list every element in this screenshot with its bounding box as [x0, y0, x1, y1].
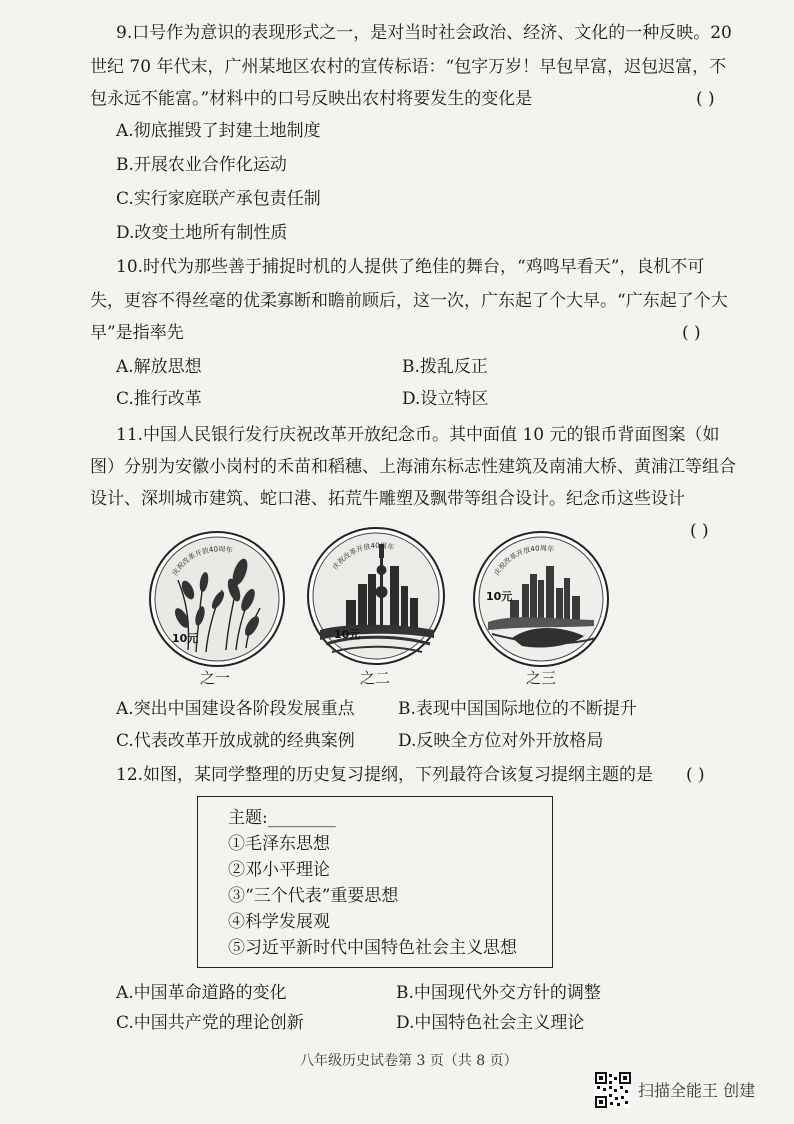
- q11-option-d: D.反映全方位对外开放格局: [398, 731, 604, 751]
- coin-2-face-value: 10元: [334, 628, 361, 641]
- coin-1-image: [148, 530, 286, 668]
- q10-stem-line-3: 早”是指率先: [90, 323, 184, 343]
- q12-option-a: A.中国革命道路的变化: [116, 983, 287, 1003]
- outline-item: ②邓小平理论: [228, 860, 330, 880]
- q9-option-c: C.实行家庭联产承包责任制: [116, 189, 321, 209]
- q9-option-a: A.彻底摧毁了封建土地制度: [116, 121, 321, 141]
- scanner-watermark-label: 扫描全能王 创建: [638, 1081, 756, 1100]
- q12-option-b: B.中国现代外交方针的调整: [396, 983, 601, 1003]
- q11-stem-line-3: 设计、深圳城市建筑、蛇口港、拓荒牛雕塑及飘带等组合设计。纪念币这些设计: [90, 489, 685, 509]
- q11-option-a: A.突出中国建设各阶段发展重点: [116, 699, 355, 719]
- q9-answer-paren: ( ): [696, 89, 715, 109]
- coin-1-caption: 之一: [200, 669, 231, 687]
- q9-option-b: B.开展农业合作化运动: [116, 155, 287, 175]
- q9-stem-line-1: 9.口号作为意识的表现形式之一，是对当时社会政治、经济、文化的一种反映。20: [116, 23, 732, 43]
- outline-item: ⑤习近平新时代中国特色社会主义思想: [228, 938, 517, 958]
- coin-3-face-value: 10元: [486, 590, 513, 603]
- q11-stem-line-1: 11.中国人民银行发行庆祝改革开放纪念币。其中面值 10 元的银币背面图案（如: [116, 425, 720, 445]
- coin-1-face-value: 10元: [172, 632, 199, 645]
- outline-item: ④科学发展观: [228, 912, 330, 932]
- q12-option-d: D.中国特色社会主义理论: [396, 1013, 585, 1033]
- q11-option-c: C.代表改革开放成就的经典案例: [116, 731, 355, 751]
- coin-3-image: [472, 530, 610, 668]
- outline-item: ①毛泽东思想: [228, 834, 330, 854]
- outline-item: ③“三个代表”重要思想: [228, 886, 399, 906]
- coin-3-ring-text: 庆祝改革开放40周年: [492, 544, 555, 578]
- coin-2-image: [306, 526, 446, 666]
- q11-stem-line-2: 图）分别为安徽小岗村的禾苗和稻穗、上海浦东标志性建筑及南浦大桥、黄浦江等组合: [90, 457, 736, 477]
- q10-option-d: D.设立特区: [402, 389, 489, 409]
- coin-2-caption: 之二: [360, 669, 391, 687]
- coin-3-caption: 之三: [526, 669, 557, 687]
- q10-option-a: A.解放思想: [116, 357, 202, 377]
- q10-stem-line-1: 10.时代为那些善于捕捉时机的人提供了绝佳的舞台，“鸡鸣早看天”，良机不可: [116, 257, 705, 277]
- q11-answer-paren: ( ): [690, 521, 709, 541]
- coin-2-ring-text: 庆祝改革开放40周年: [331, 541, 395, 572]
- coin-1-ring-text: 庆祝改革开放40周年: [170, 545, 234, 578]
- bleed-through-text: [560, 150, 605, 171]
- q12-answer-paren: ( ): [686, 765, 705, 785]
- q12-stem-line-1: 12.如图，某同学整理的历史复习提纲，下列最符合该复习提纲主题的是: [116, 765, 654, 785]
- outline-title: 主题:________: [228, 808, 336, 828]
- q11-option-b: B.表现中国国际地位的不断提升: [398, 699, 637, 719]
- q10-option-c: C.推行改革: [116, 389, 202, 409]
- q9-stem-line-3: 包永远不能富。”材料中的口号反映出农村将要发生的变化是: [90, 89, 533, 109]
- q9-stem-line-2: 世纪 70 年代末，广州某地区农村的宣传标语：“包字万岁！早包早富，迟包迟富，不: [90, 57, 727, 77]
- review-outline-box: [197, 796, 553, 968]
- q12-option-c: C.中国共产党的理论创新: [116, 1013, 304, 1033]
- q10-answer-paren: ( ): [682, 323, 701, 343]
- page-footer: 八年级历史试卷第 3 页（共 8 页）: [300, 1053, 518, 1069]
- q10-option-b: B.拨乱反正: [402, 357, 488, 377]
- q10-stem-line-2: 失，更容不得丝毫的优柔寡断和瞻前顾后，这一次，广东起了个大早。“广东起了个大: [90, 291, 728, 311]
- qr-code-icon: [595, 1072, 631, 1108]
- q9-option-d: D.改变土地所有制性质: [116, 223, 288, 243]
